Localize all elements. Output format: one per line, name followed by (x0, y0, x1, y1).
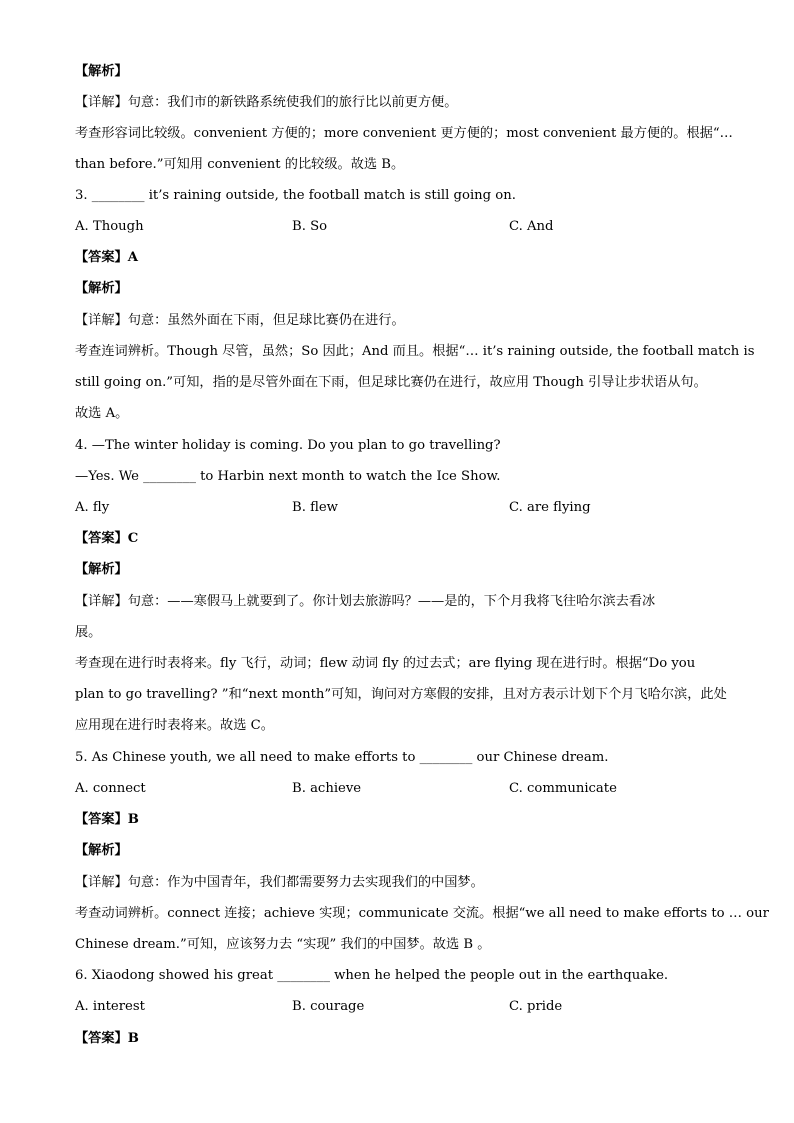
option-b: B. achieve (292, 781, 362, 796)
question-5: 5. As Chinese youth, we all need to make efforts to ________ our Chinese dream. (75, 750, 609, 765)
explanation-text: 考查动词辨析。connect 连接；achieve 实现；communicate 交流。根据“we all need to make efforts to … our (75, 906, 769, 921)
option-a: A. Though (75, 219, 144, 234)
answer-label: 【答案】B (75, 1031, 139, 1046)
question-4-reply: —Yes. We ________ to Harbin next month to watch the Ice Show. (75, 469, 501, 484)
question-6: 6. Xiaodong showed his great ________ when he helped the people out in the earthquake. (75, 968, 669, 983)
explanation-text: 考查连词辨析。Though 尽管，虽然；So 因此；And 而且。根据“… it’s raining outside, the football match is (75, 344, 755, 359)
explanation-text: 考查现在进行时表将来。fly 飞行，动词；flew 动词 fly 的过去式；are flying 现在进行时。根据“Do you (75, 656, 696, 671)
detail-text: 【详解】句意：我们市的新铁路系统使我们的旅行比以前更方便。 (75, 95, 458, 110)
explanation-text: 应用现在进行时表将来。故选 C。 (75, 718, 274, 733)
analysis-heading: 【解析】 (75, 843, 128, 858)
option-b: B. flew (292, 500, 338, 515)
explanation-text: 故选 A。 (75, 406, 129, 421)
option-c: C. And (509, 219, 554, 234)
option-a: A. fly (75, 500, 110, 515)
detail-text: 【详解】句意：作为中国青年，我们都需要努力去实现我们的中国梦。 (75, 875, 484, 890)
analysis-heading: 【解析】 (75, 64, 128, 79)
answer-label: 【答案】A (75, 250, 138, 265)
detail-text: 【详解】句意：虽然外面在下雨，但足球比赛仍在进行。 (75, 313, 405, 328)
option-c: C. are flying (509, 500, 591, 515)
option-b: B. courage (292, 999, 365, 1014)
option-a: A. connect (75, 781, 146, 796)
option-c: C. communicate (509, 781, 617, 796)
detail-text: 【详解】句意：——寒假马上就要到了。你计划去旅游吗？——是的，下个月我将飞往哈尔滨去看冰 (75, 594, 656, 609)
analysis-heading: 【解析】 (75, 281, 128, 296)
explanation-text: 考查形容词比较级。convenient 方便的；more convenient 更方便的；most convenient 最方便的。根据“… (75, 126, 733, 141)
explanation-text: plan to go travelling? ”和“next month”可知，询问对方寒假的安排，且对方表示计划下个月飞哈尔滨，此处 (75, 687, 727, 702)
detail-text: 展。 (75, 625, 102, 640)
answer-label: 【答案】B (75, 812, 139, 827)
option-c: C. pride (509, 999, 563, 1014)
question-4: 4. —The winter holiday is coming. Do you plan to go travelling? (75, 438, 501, 453)
option-b: B. So (292, 219, 328, 234)
question-3: 3. ________ it’s raining outside, the football match is still going on. (75, 188, 516, 203)
analysis-heading: 【解析】 (75, 562, 128, 577)
explanation-text: than before.”可知用 convenient 的比较级。故选 B。 (75, 157, 405, 172)
explanation-text: Chinese dream.”可知，应该努力去 “实现” 我们的中国梦。故选 B 。 (75, 937, 491, 952)
option-a: A. interest (75, 999, 145, 1014)
explanation-text: still going on.”可知，指的是尽管外面在下雨，但足球比赛仍在进行，故应用 Though 引导让步状语从句。 (75, 375, 707, 390)
answer-label: 【答案】C (75, 531, 139, 546)
